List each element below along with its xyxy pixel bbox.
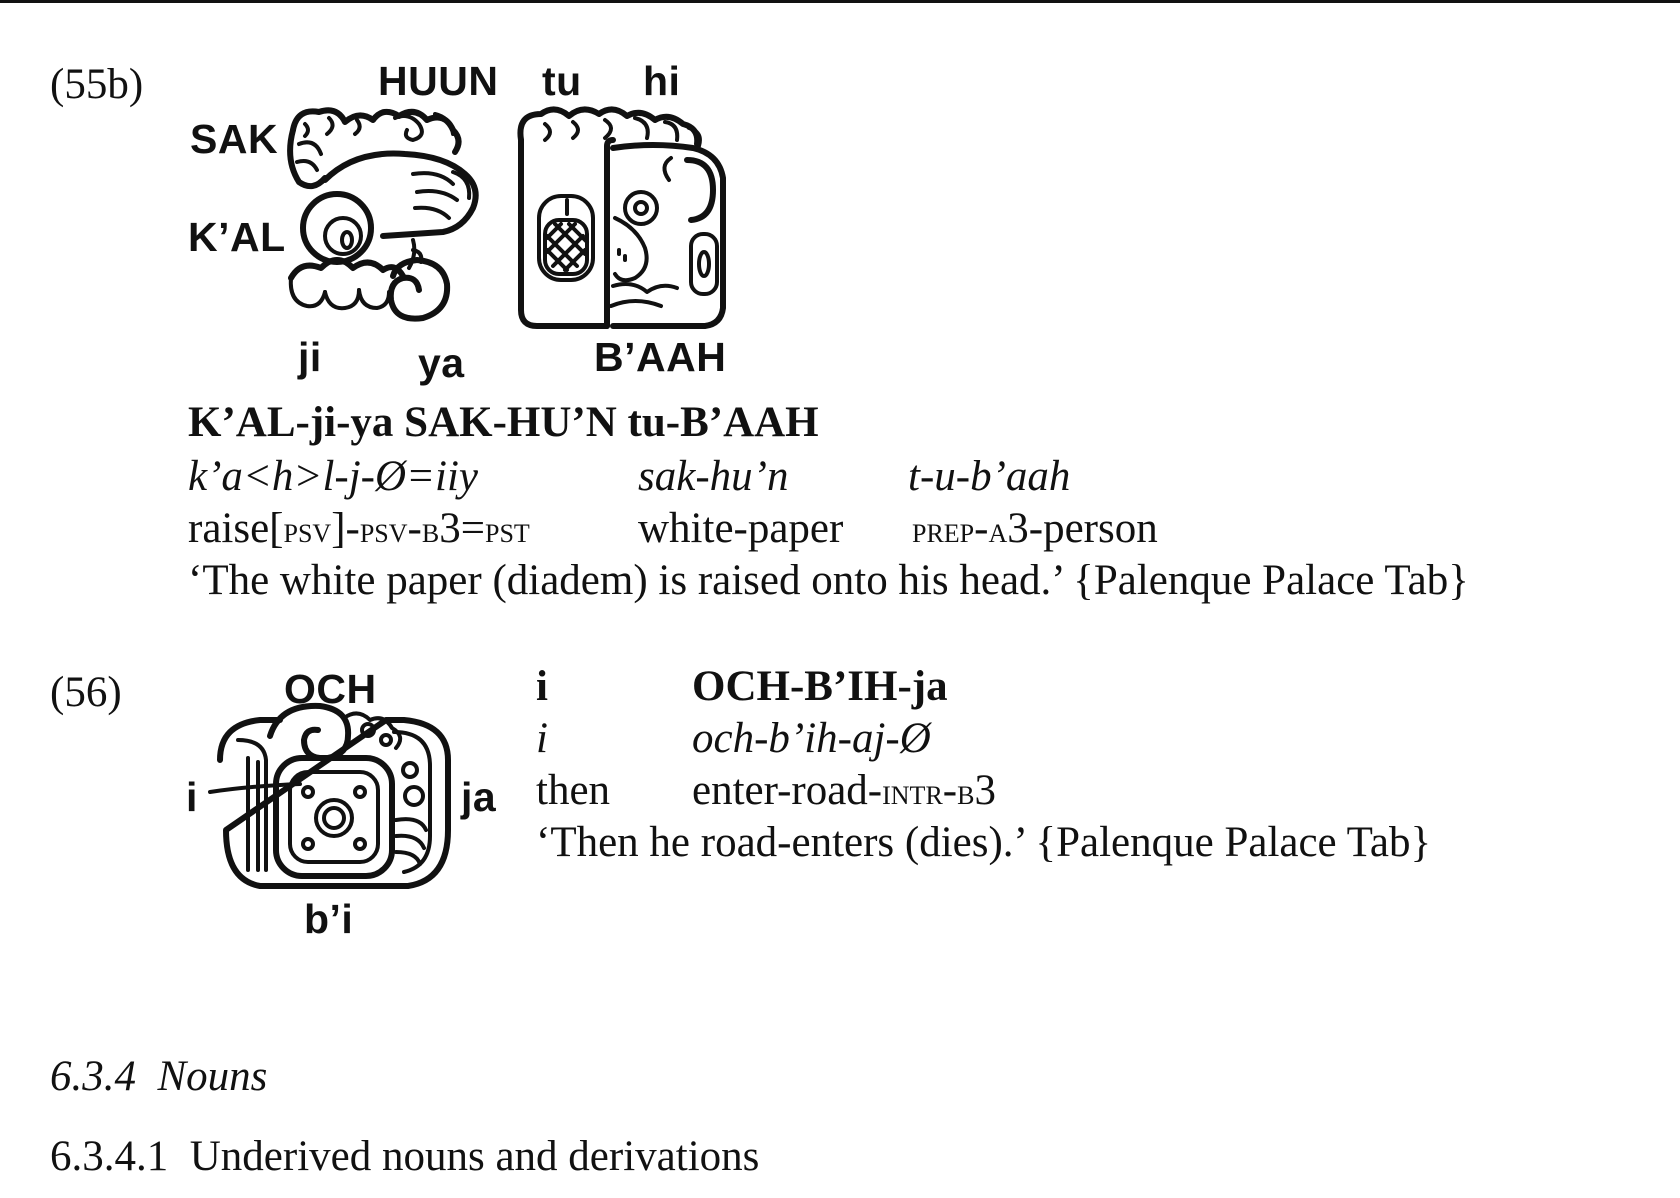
ex56-transliteration-2: OCH-B’IH-ja bbox=[692, 663, 948, 710]
ex56-morph-2: och-b’ih-aj-Ø bbox=[692, 715, 931, 762]
glyph-label-ya: ya bbox=[418, 340, 465, 386]
glyph-label-och: OCH bbox=[284, 666, 377, 712]
glyph-label-tu: tu bbox=[542, 58, 582, 104]
glyph-kal-sak-huun-drawing bbox=[285, 100, 495, 345]
ex56-gloss-2: enter-road-intr-b3 bbox=[692, 767, 996, 814]
glyph-label-huun: HUUN bbox=[378, 58, 499, 104]
glyph-label-baah: B’AAH bbox=[594, 334, 727, 380]
glyph-label-ji: ji bbox=[298, 334, 322, 380]
glyph-tu-baah-drawing bbox=[515, 100, 745, 345]
glyph-label-i: i bbox=[186, 774, 198, 820]
ex56-morph-1: i bbox=[536, 715, 548, 762]
example-number-55b: (55b) bbox=[50, 61, 144, 108]
ex55b-gloss-2: white-paper bbox=[638, 505, 844, 552]
ex55b-gloss-3: prep-a3-person bbox=[912, 505, 1158, 552]
ex56-transliteration-1: i bbox=[536, 663, 548, 710]
glyph-label-hi: hi bbox=[643, 58, 681, 104]
ex55b-translation: ‘The white paper (diadem) is raised onto his head.’ {Palenque Palace Tab} bbox=[188, 557, 1469, 604]
ex56-translation: ‘Then he road-enters (dies).’ {Palenque Palace Tab} bbox=[536, 819, 1432, 866]
glyph-label-ja: ja bbox=[461, 774, 497, 820]
ex56-gloss-1: then bbox=[536, 767, 611, 814]
glyph-label-kal: K’AL bbox=[188, 214, 286, 260]
section-heading: 6.3.4 Nouns bbox=[50, 1053, 268, 1100]
glyph-label-sak: SAK bbox=[190, 116, 279, 162]
top-rule bbox=[0, 0, 1680, 3]
ex55b-morph-1: k’a<h>l-j-Ø=iiy bbox=[188, 453, 479, 500]
ex55b-morph-2: sak-hu’n bbox=[638, 453, 789, 500]
ex55b-morph-3: t-u-b’aah bbox=[908, 453, 1071, 500]
glyph-och-bih-drawing bbox=[210, 700, 460, 900]
subsection-heading: 6.3.4.1 Underived nouns and derivations bbox=[50, 1133, 760, 1180]
example-number-56: (56) bbox=[50, 669, 122, 716]
glyph-label-bi: b’i bbox=[304, 896, 354, 942]
ex55b-transliteration: K’AL-ji-ya SAK-HU’N tu-B’AAH bbox=[188, 399, 819, 446]
ex55b-gloss-1: raise[psv]-psv-b3=pst bbox=[188, 505, 530, 552]
